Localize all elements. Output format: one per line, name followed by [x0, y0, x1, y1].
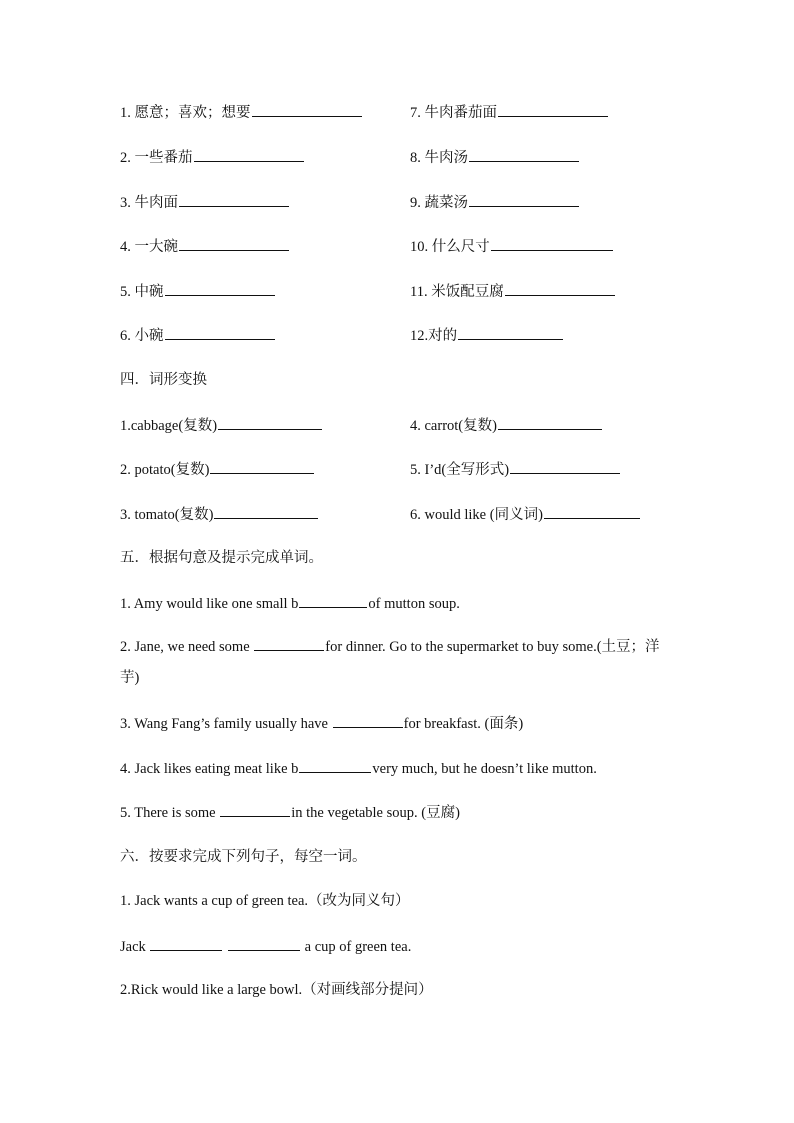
vocab-item-2: 2. 一些番茄 [120, 147, 305, 168]
vocab-item-3: 3. 牛肉面 [120, 192, 290, 213]
vocab-item-8: 8. 牛肉汤 [410, 147, 580, 168]
fill-in-question-2: 2. Jane, we need some for dinner. Go to the supermarket to buy some.(土豆；洋芋) [120, 632, 676, 694]
word-form-item-2: 2. potato(复数) [120, 459, 315, 480]
word-form-item-3: 3. tomato(复数) [120, 504, 319, 525]
answer-blank[interactable] [214, 504, 318, 519]
vocab-item-9: 9. 蔬菜汤 [410, 192, 580, 213]
fill-in-question-4: 4. Jack likes eating meat like b very much, but he doesn’t like mutton. [120, 758, 597, 779]
answer-blank[interactable] [220, 802, 290, 817]
answer-blank[interactable] [469, 147, 579, 162]
rewrite-question-1: 1. Jack wants a cup of green tea.（改为同义句） [120, 893, 410, 909]
answer-blank[interactable] [228, 936, 300, 951]
answer-blank[interactable] [498, 102, 608, 117]
answer-blank[interactable] [498, 415, 602, 430]
answer-blank[interactable] [165, 325, 275, 340]
vocab-item-12: 12.对的 [410, 325, 564, 346]
answer-blank[interactable] [179, 192, 289, 207]
answer-blank[interactable] [458, 325, 563, 340]
answer-blank[interactable] [252, 102, 362, 117]
answer-blank[interactable] [254, 636, 324, 651]
answer-blank[interactable] [491, 236, 613, 251]
fill-in-question-5: 5. There is some in the vegetable soup. (豆腐) [120, 802, 460, 823]
word-form-item-1: 1.cabbage(复数) [120, 415, 323, 436]
answer-blank[interactable] [333, 713, 403, 728]
answer-blank[interactable] [510, 459, 620, 474]
section-title: 六．按要求完成下列句子，每空一词。 [120, 849, 367, 865]
vocab-item-4: 4. 一大碗 [120, 236, 290, 257]
vocab-item-7: 7. 牛肉番茄面 [410, 102, 609, 123]
word-form-item-4: 4. carrot(复数) [410, 415, 603, 436]
rewrite-question-2: 2.Rick would like a large bowl.（对画线部分提问） [120, 982, 433, 998]
vocab-item-1: 1. 愿意；喜欢；想要 [120, 102, 363, 123]
fill-in-question-1: 1. Amy would like one small b of mutton soup. [120, 593, 460, 614]
vocab-item-11: 11. 米饭配豆腐 [410, 281, 616, 302]
answer-blank[interactable] [299, 593, 367, 608]
answer-blank[interactable] [505, 281, 615, 296]
answer-blank[interactable] [165, 281, 275, 296]
answer-blank[interactable] [150, 936, 222, 951]
section-title: 五．根据句意及提示完成单词。 [120, 550, 323, 566]
word-form-item-5: 5. I’d(全写形式) [410, 459, 621, 480]
answer-blank[interactable] [179, 236, 289, 251]
word-form-item-6: 6. would like (同义词) [410, 504, 641, 525]
fill-in-question-3: 3. Wang Fang’s family usually have for breakfast. (面条) [120, 713, 523, 734]
answer-blank[interactable] [194, 147, 304, 162]
answer-blank[interactable] [544, 504, 640, 519]
answer-blank[interactable] [299, 758, 371, 773]
vocab-item-5: 5. 中碗 [120, 281, 276, 302]
answer-blank[interactable] [210, 459, 314, 474]
rewrite-answer-1: Jack a cup of green tea. [120, 936, 411, 957]
section-title: 四．词形变换 [120, 372, 207, 388]
answer-blank[interactable] [469, 192, 579, 207]
vocab-item-6: 6. 小碗 [120, 325, 276, 346]
vocab-item-10: 10. 什么尺寸 [410, 236, 614, 257]
answer-blank[interactable] [218, 415, 322, 430]
